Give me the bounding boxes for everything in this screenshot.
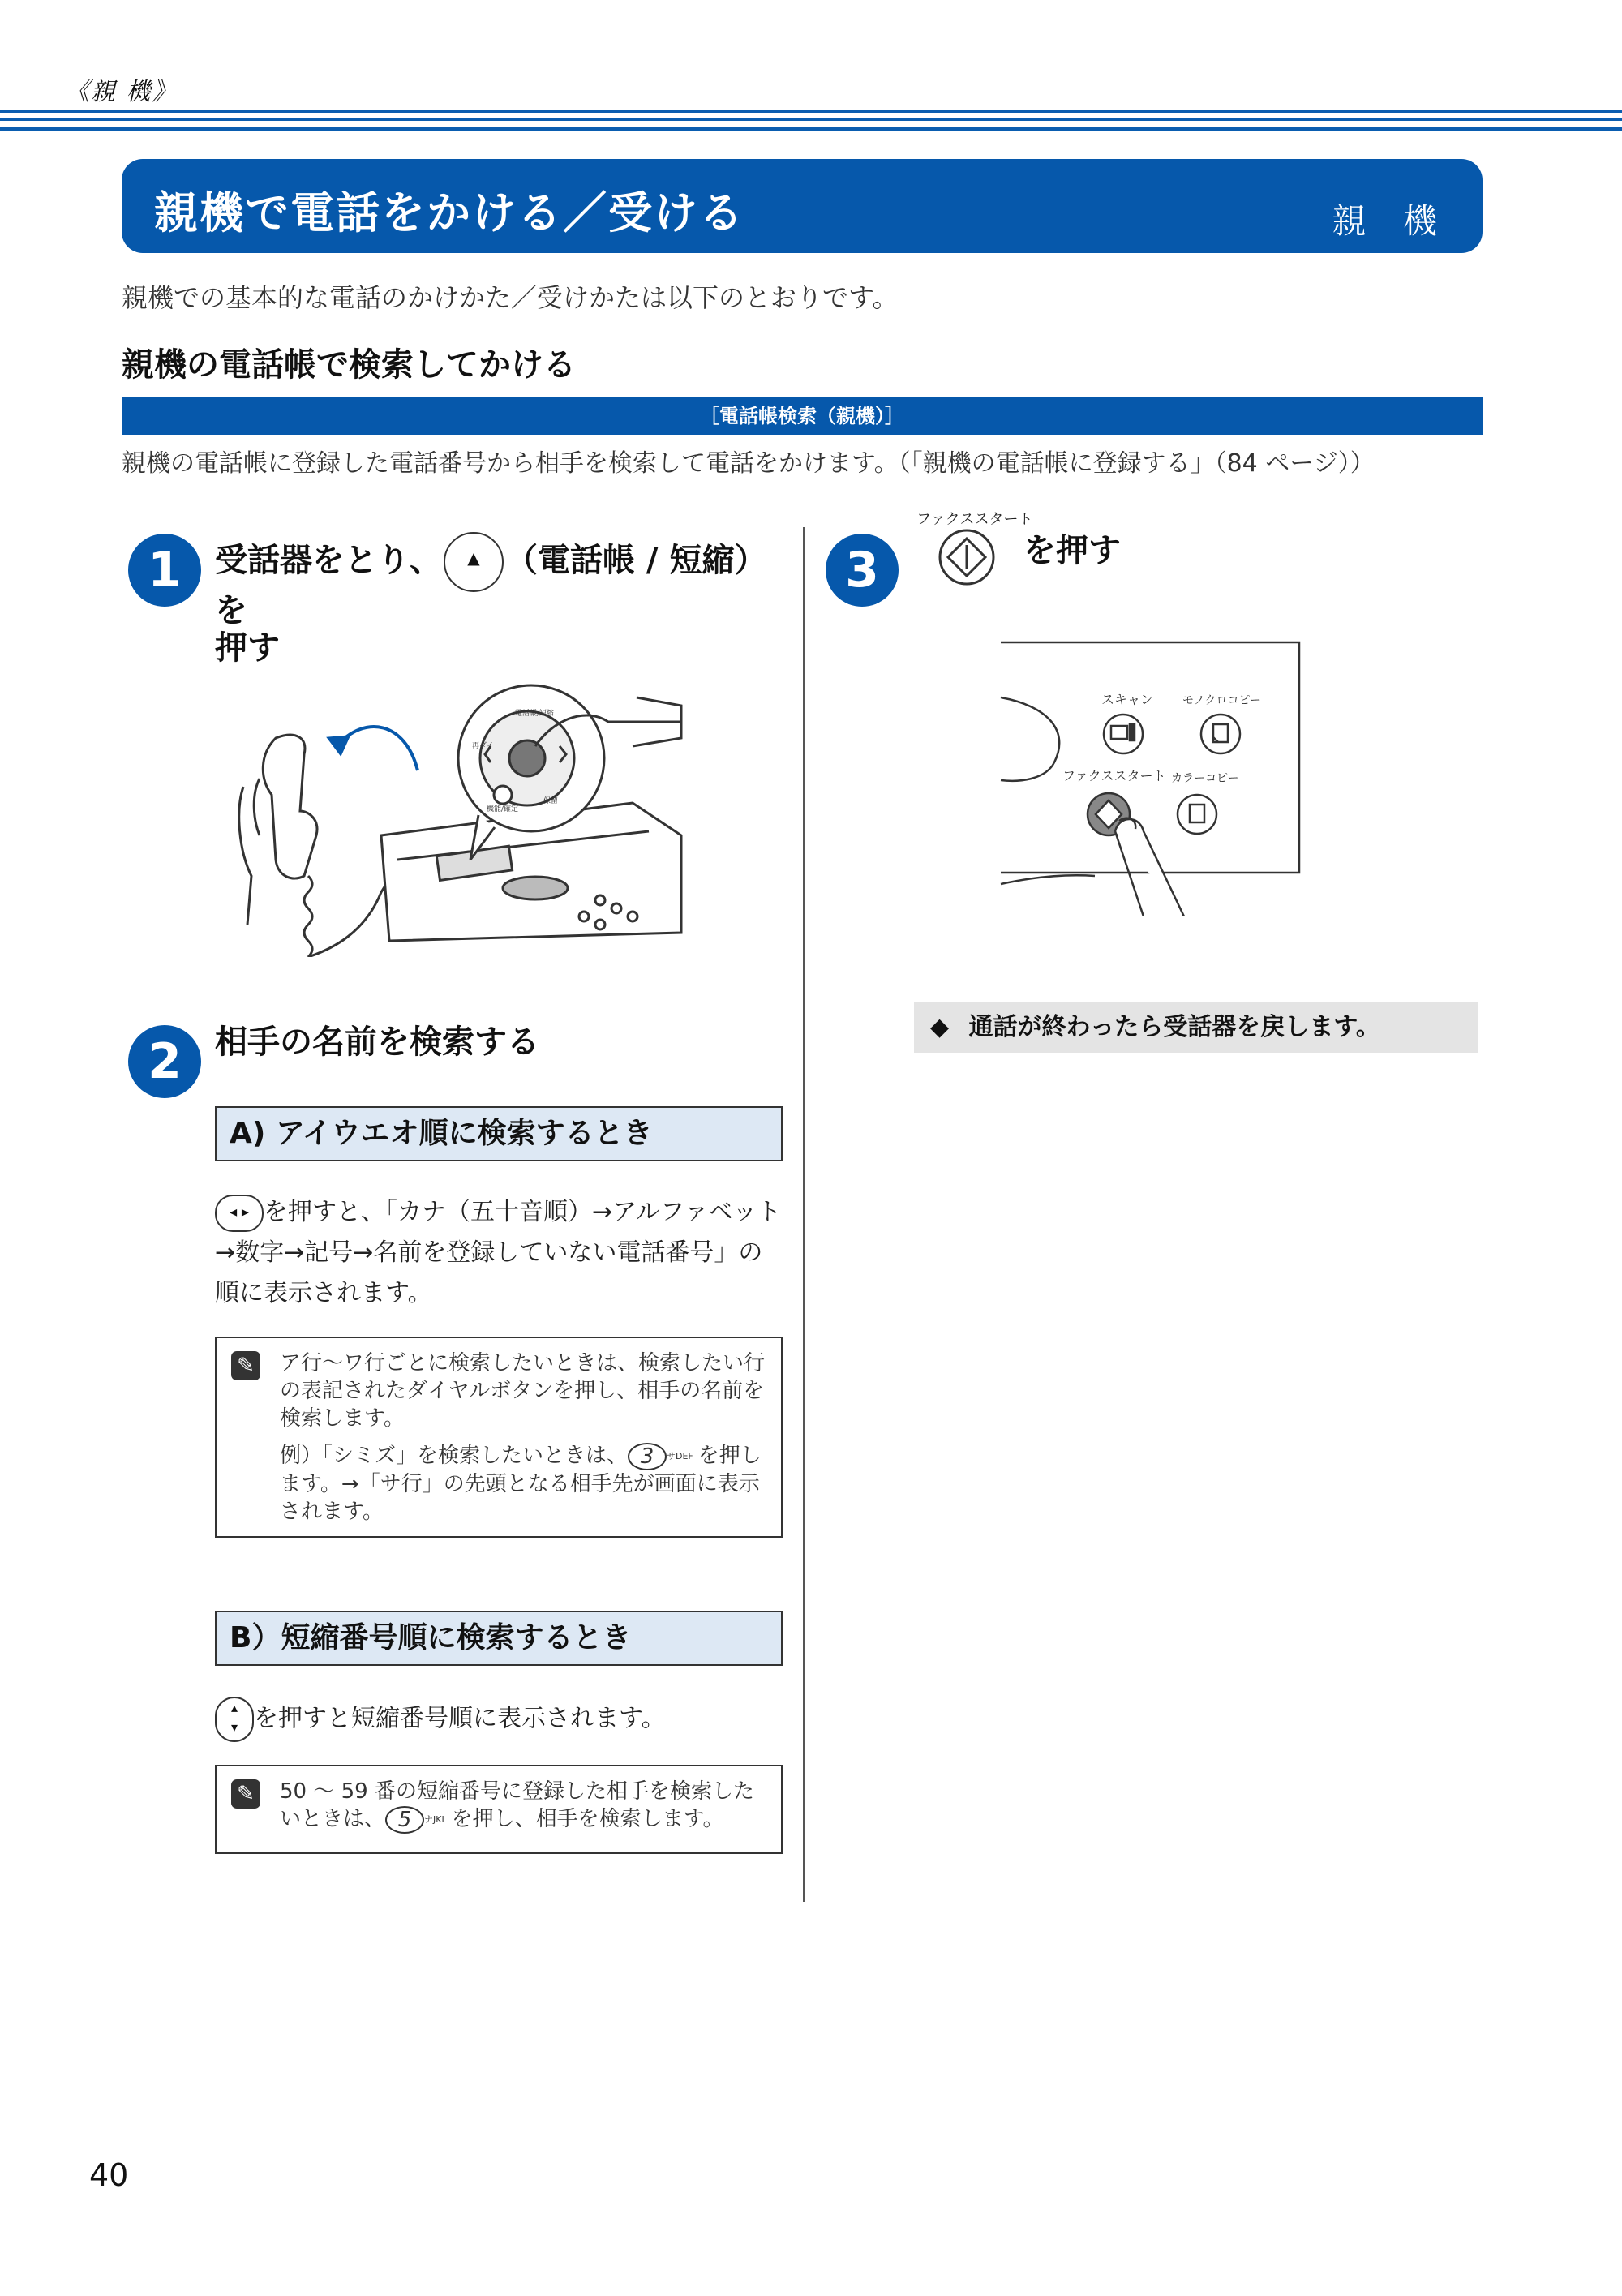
page-title: 親機で電話をかける／受ける xyxy=(154,187,744,238)
header-rule-mid xyxy=(0,118,1622,121)
tip-text: 通話が終わったら受話器を戻します。 xyxy=(968,1013,1380,1041)
step-1-illustration xyxy=(227,673,697,957)
note-box-a xyxy=(215,1337,783,1538)
pencil-note-icon: ✎ xyxy=(231,1779,260,1809)
step-1-number: 1 xyxy=(128,534,201,607)
step-3-illustration xyxy=(998,641,1306,916)
illus-label-function: 機能/確定 xyxy=(487,805,519,813)
section-heading: 親機の電話帳で検索してかける xyxy=(122,346,576,384)
step-2-number: 2 xyxy=(128,1025,201,1098)
note-b-text-a: 50 〜 59 番の短縮番号に登録した相手を検索したいときは、 xyxy=(280,1779,754,1831)
section-description: 親機の電話帳に登録した電話番号から相手を検索して電話をかけます。（「親機の電話帳に登録する」（84 ページ）） xyxy=(122,449,1375,478)
note-a-text-2a: 例）「シミズ」を検索したいときは、 xyxy=(280,1444,629,1468)
step-1-title-c: 押す xyxy=(215,629,280,667)
dial-button-3-icon: 3 xyxy=(628,1443,667,1470)
subheading-a-body-2: →数字→記号→名前を登録していない電話番号」の xyxy=(215,1238,763,1267)
note-a-text-1: ア行〜ワ行ごとに検索したいときは、検索したい行の表記されたダイヤルボタンを押し、相手の名前を検索します。 xyxy=(280,1351,766,1431)
note-b-text xyxy=(280,1778,768,1834)
header-rule-bottom xyxy=(0,127,1622,131)
subheading-a-body xyxy=(215,1192,799,1314)
intro-text: 親機での基本的な電話のかけかた／受けかたは以下のとおりです。 xyxy=(122,282,899,313)
subheading-b: B）短縮番号順に検索するとき xyxy=(215,1611,783,1666)
dial-button-5-icon: 5 xyxy=(385,1806,424,1834)
note-b-text-b: を押し、相手を検索します。 xyxy=(451,1807,724,1831)
tip-bullet: ◆ xyxy=(930,1013,950,1041)
illus-label-hold: 保留 xyxy=(543,797,559,805)
panel-label-color-copy: カラーコピー xyxy=(1171,772,1239,785)
step-3-title: を押す xyxy=(1023,532,1121,569)
control-panel-illustration xyxy=(998,641,1306,916)
dial-button-5-sub: ナJKL xyxy=(424,1813,447,1825)
left-right-button-icon: ◂ ▸ xyxy=(215,1195,264,1232)
step-2-title: 相手の名前を検索する xyxy=(215,1024,539,1061)
page-title-tag: 親 機 xyxy=(1332,201,1450,241)
section-strip: ［電話帳検索（親機）］ xyxy=(122,397,1483,435)
note-a-text-2 xyxy=(280,1442,768,1526)
illus-label-phonebook: 電話帳/短縮 xyxy=(515,710,555,718)
panel-label-mono-copy: モノクロコピー xyxy=(1182,694,1261,707)
subheading-b-body xyxy=(215,1697,799,1742)
column-divider xyxy=(803,527,805,1902)
step-1-title xyxy=(215,532,791,667)
step-1-title-b: （電話帳 / 短縮）を xyxy=(215,542,767,629)
up-down-button-icon: ▴ ▾ xyxy=(215,1697,254,1742)
subheading-a-body-3: 順に表示されます。 xyxy=(215,1279,432,1307)
panel-label-fax-start: ファクススタート xyxy=(1062,768,1166,783)
dial-button-3-sub: サDEF xyxy=(667,1450,693,1461)
step-3-number: 3 xyxy=(826,534,899,607)
subheading-b-body-text: を押すと短縮番号順に表示されます。 xyxy=(254,1704,666,1733)
illus-label-redial: 再ダイ xyxy=(472,742,494,750)
fax-start-button-icon xyxy=(937,527,997,587)
header-rule-top xyxy=(0,110,1622,113)
subheading-a-body-1: を押すと、「カナ（五十音順）→アルファベット xyxy=(264,1198,782,1226)
pencil-note-icon: ✎ xyxy=(231,1351,260,1380)
note-a-text-2b: を押します。→「サ行」の先頭となる相手先が画面に表示されます。 xyxy=(280,1444,762,1524)
subheading-a: A) アイウエオ順に検索するとき xyxy=(215,1106,783,1161)
panel-label-scan: スキャン xyxy=(1101,692,1154,707)
fax-start-caption: ファクススタート xyxy=(916,511,1033,528)
running-header: 《親 機》 xyxy=(65,78,178,106)
page-title-bar xyxy=(122,159,1483,253)
handset-phone-illustration xyxy=(227,673,697,957)
phonebook-button-icon: ▲ xyxy=(444,532,504,592)
page-number: 40 xyxy=(89,2157,129,2193)
step-1-title-a: 受話器をとり、 xyxy=(215,542,442,579)
tip-box xyxy=(914,1002,1478,1053)
note-box-b xyxy=(215,1765,783,1854)
